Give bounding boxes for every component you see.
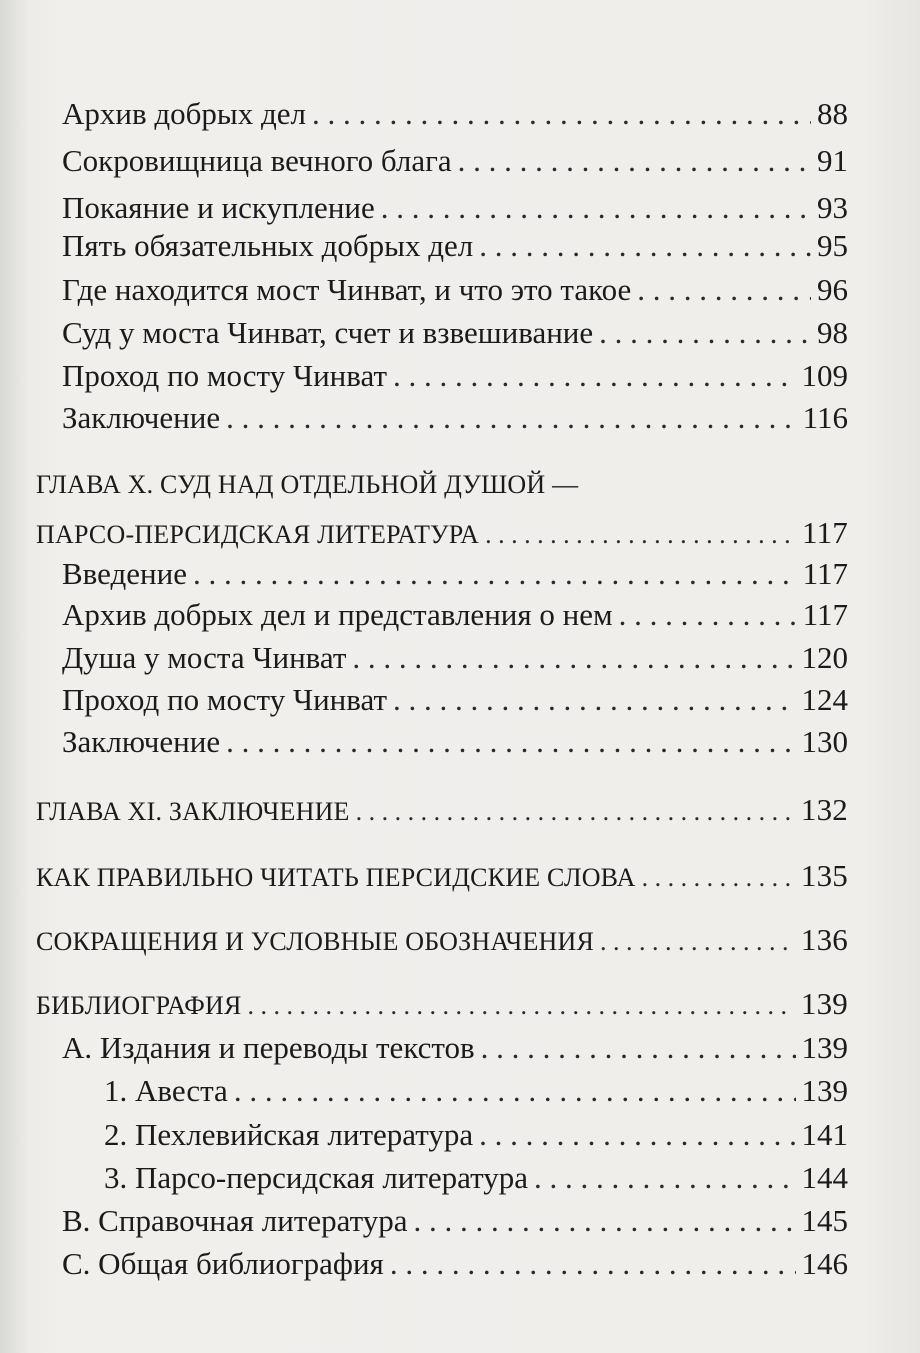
toc-entry-title: Душа у моста Чинват [62, 640, 347, 675]
toc-entry-title: Заключение [62, 400, 221, 435]
toc-entry-page: 117 [802, 515, 848, 550]
toc-entry [62, 1030, 848, 1070]
toc-entry-title: Покаяние и искупление [62, 190, 375, 225]
toc-entry [62, 1203, 848, 1243]
toc-entry-page: 146 [801, 1246, 848, 1281]
toc-entry-title: БИБЛИОГРАФИЯ [36, 991, 242, 1020]
toc-leader-dots [642, 863, 795, 893]
toc-leader-dots [479, 1117, 795, 1153]
toc-entry [62, 228, 848, 268]
toc-entry-title: 1. Авеста [104, 1073, 228, 1108]
toc-leader-dots [381, 190, 811, 226]
toc-entry [62, 1246, 848, 1286]
toc-leader-dots [248, 991, 795, 1021]
toc-entry-title: Проход по мосту Чинват [62, 358, 388, 393]
toc-entry-page: 98 [817, 315, 848, 350]
toc-entry [62, 640, 848, 680]
toc-entry [62, 724, 848, 764]
toc-leader-dots [390, 1246, 796, 1282]
toc-entry-page: 136 [800, 922, 848, 957]
toc-leader-dots [481, 1030, 796, 1066]
toc-entry-page: 135 [800, 858, 848, 893]
toc-leader-dots [600, 927, 795, 957]
toc-chapter-heading [36, 986, 848, 1026]
toc-entry-title: Архив добрых дел [62, 96, 306, 131]
toc-entry-title: СОКРАЩЕНИЯ И УСЛОВНЫЕ ОБОЗНАЧЕНИЯ [36, 927, 595, 956]
toc-leader-dots [599, 315, 811, 351]
toc-entry-page: 116 [802, 400, 848, 435]
toc-chapter-heading [36, 792, 848, 832]
toc-leader-dots [479, 228, 811, 264]
toc-entry-page: 144 [801, 1160, 848, 1195]
toc-entry-page: 145 [801, 1203, 848, 1238]
toc-leader-dots [458, 143, 811, 179]
toc-entry [62, 143, 848, 183]
toc-entry-title: Суд у моста Чинват, счет и взвешивание [62, 315, 594, 350]
toc-leader-dots [234, 1073, 796, 1109]
toc-entry-page: 96 [817, 272, 848, 307]
toc-entry-page: 139 [801, 1030, 848, 1065]
toc-entry-title: ПАРСО-ПЕРСИДСКАЯ ЛИТЕРАТУРА [36, 520, 480, 549]
toc-entry [62, 556, 848, 596]
toc-chapter-heading [36, 470, 848, 510]
toc-entry-page: 88 [817, 96, 848, 131]
toc-leader-dots [637, 272, 811, 308]
toc-entry-page: 139 [801, 1073, 848, 1108]
toc-entry-title: Проход по мосту Чинват [62, 682, 388, 717]
toc-entry-page: 124 [801, 682, 848, 717]
toc-entry-title: С. Общая библиография [62, 1246, 384, 1281]
toc-entry-page: 93 [817, 190, 848, 225]
toc-leader-dots [352, 640, 795, 676]
toc-entry [62, 400, 848, 440]
toc-leader-dots [226, 400, 797, 436]
toc-entry-page: 120 [801, 640, 848, 675]
toc-entry [62, 682, 848, 722]
toc-entry-title: 2. Пехлевийская литература [104, 1117, 474, 1152]
toc-entry [104, 1073, 848, 1113]
toc-entry-title: Архив добрых дел и представления о нем [62, 597, 613, 632]
toc-leader-dots [619, 597, 797, 633]
toc-entry-title: Сокровищница вечного блага [62, 143, 452, 178]
toc-chapter-heading [36, 515, 848, 555]
toc-entry [62, 190, 848, 230]
toc-entry-title: ГЛАВА X. СУД НАД ОТДЕЛЬНОЙ ДУШОЙ — [36, 470, 579, 499]
toc-chapter-heading [36, 858, 848, 898]
toc-entry-title: Где находится мост Чинват, и что это такое [62, 272, 632, 307]
toc-entry-title: КАК ПРАВИЛЬНО ЧИТАТЬ ПЕРСИДСКИЕ СЛОВА [36, 863, 636, 892]
toc-entry-page: 91 [817, 143, 848, 178]
toc-leader-dots [193, 556, 797, 592]
toc-entry-page: 141 [801, 1117, 848, 1152]
toc-leader-dots [414, 1203, 796, 1239]
toc-entry [62, 272, 848, 312]
toc-leader-dots [534, 1160, 795, 1196]
toc-leader-dots [226, 724, 795, 760]
toc-entry [62, 315, 848, 355]
toc-entry-page: 130 [801, 724, 848, 759]
toc-entry-title: Введение [62, 556, 187, 591]
toc-entry [104, 1117, 848, 1157]
toc-entry-title: А. Издания и переводы текстов [62, 1030, 475, 1065]
toc-entry-title: ГЛАВА XI. ЗАКЛЮЧЕНИЕ [36, 797, 350, 826]
toc-entry-page: 109 [801, 358, 848, 393]
toc-entry-title: Пять обязательных добрых дел [62, 228, 474, 263]
toc-entry-page: 95 [817, 228, 848, 263]
toc-leader-dots [312, 96, 811, 132]
toc-entry-title: Заключение [62, 724, 221, 759]
toc-entry-page: 132 [800, 792, 848, 827]
toc-entry-page: 117 [802, 556, 848, 591]
toc-entry [62, 96, 848, 136]
toc-entry-page: 139 [800, 986, 848, 1021]
toc-chapter-heading [36, 922, 848, 962]
toc-leader-dots [393, 682, 795, 718]
toc-entry [62, 358, 848, 398]
toc-leader-dots [393, 358, 795, 394]
toc-entry [104, 1160, 848, 1200]
toc-entry-title: В. Справочная литература [62, 1203, 408, 1238]
toc-entry-page: 117 [802, 597, 848, 632]
toc-leader-dots [485, 520, 796, 550]
toc-entry [62, 597, 848, 637]
toc-leader-dots [356, 797, 795, 827]
toc-entry-title: 3. Парсо-персидская литература [104, 1160, 529, 1195]
